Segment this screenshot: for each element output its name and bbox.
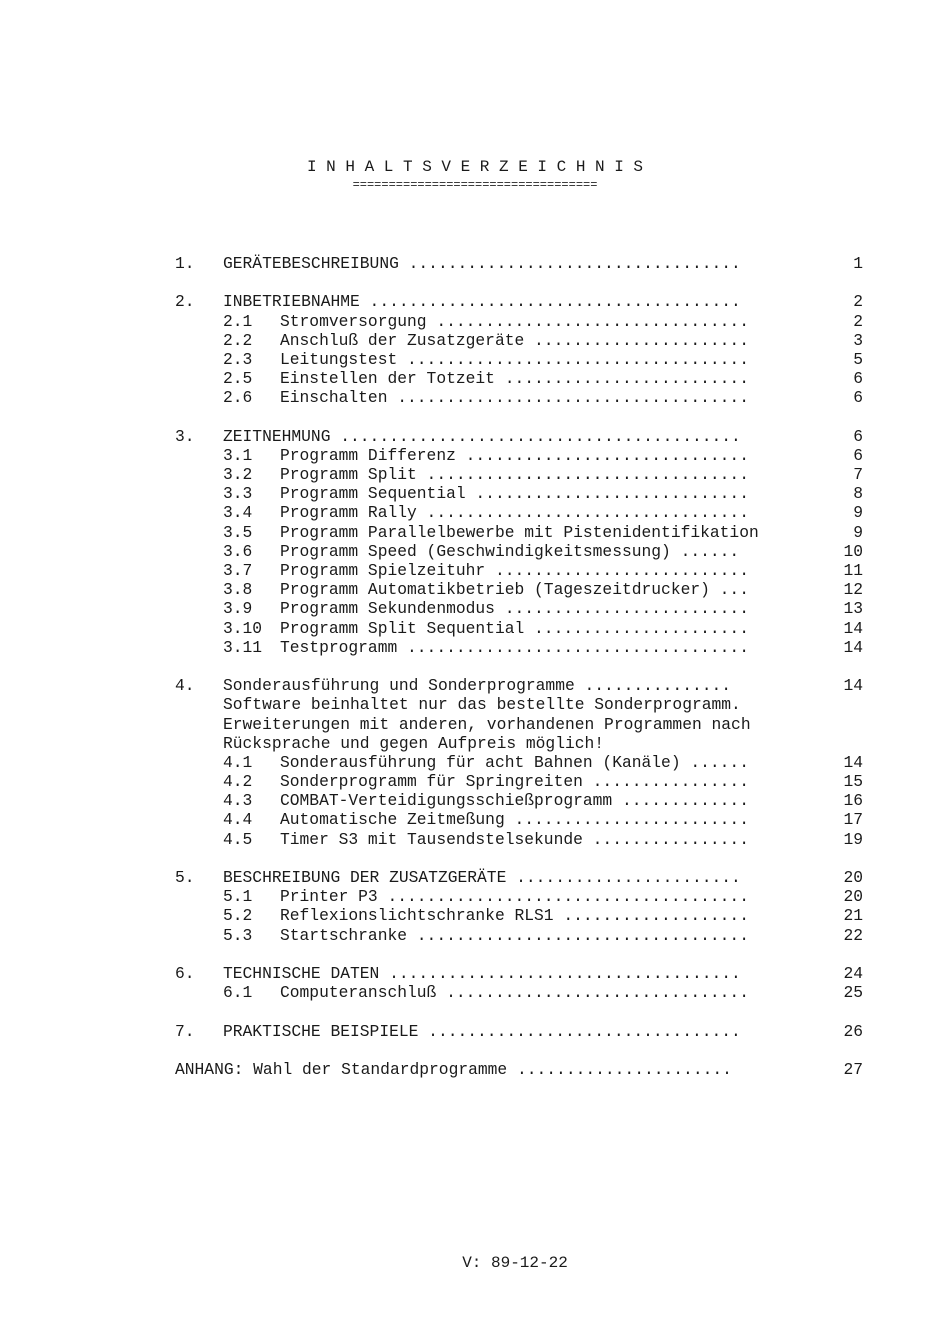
section-note — [175, 695, 875, 714]
section-spacer — [175, 273, 875, 292]
subsection-number: 3.10 — [223, 618, 263, 638]
section-title: Sonderausführung und Sonderprogramme ............... — [223, 676, 732, 696]
subsection-title: Programm Parallelbewerbe mit Pistenidentifikation — [280, 522, 759, 542]
toc-subsection — [175, 887, 875, 906]
subsection-title: Programm Spielzeituhr .......................... — [280, 561, 749, 580]
subsection-page: 22 — [843, 925, 863, 945]
heading-underline: ================================== — [352, 178, 598, 192]
toc-appendix — [175, 1060, 875, 1079]
toc-subsection — [175, 926, 875, 945]
subsection-title: Einschalten .................................... — [280, 388, 749, 408]
subsection-page: 7 — [853, 465, 863, 485]
subsection-number: 3.4 — [223, 503, 253, 523]
toc-section — [175, 1022, 875, 1041]
toc-subsection — [175, 599, 875, 618]
toc-subsection — [175, 580, 875, 599]
section-title: BESCHREIBUNG DER ZUSATZGERÄTE ....................... — [223, 868, 741, 887]
subsection-number: 3.1 — [223, 445, 253, 465]
toc-subsection — [175, 772, 875, 791]
subsection-number: 2.5 — [223, 369, 253, 389]
subsection-title: Leitungstest ................................... — [280, 349, 749, 369]
subsection-number: 3.5 — [223, 522, 253, 542]
subsection-number: 4.4 — [223, 810, 253, 830]
subsection-title: Printer P3 ..................................... — [280, 887, 749, 907]
section-spacer — [175, 408, 875, 427]
subsection-number: 3.7 — [223, 561, 253, 580]
subsection-page: 25 — [843, 983, 863, 1003]
section-spacer — [175, 1041, 875, 1060]
toc-subsection — [175, 312, 875, 331]
toc-section — [175, 676, 875, 695]
section-number: 2. — [175, 292, 195, 312]
subsection-page: 3 — [853, 330, 863, 350]
section-number: 1. — [175, 254, 195, 273]
subsection-number: 3.3 — [223, 484, 253, 504]
subsection-number: 2.1 — [223, 311, 253, 331]
subsection-number: 3.9 — [223, 599, 253, 619]
subsection-page: 21 — [843, 906, 863, 926]
toc-subsection — [175, 638, 875, 657]
section-note — [175, 715, 875, 734]
toc-subsection — [175, 369, 875, 388]
subsection-number: 4.5 — [223, 829, 253, 849]
section-page: 6 — [853, 426, 863, 446]
toc-heading: I N H A L T S V E R Z E I C H N I S — [306, 158, 644, 176]
section-number: 3. — [175, 426, 195, 446]
section-page: 26 — [843, 1021, 863, 1041]
toc-subsection — [175, 810, 875, 829]
subsection-title: COMBAT-Verteidigungsschießprogramm ............. — [280, 791, 749, 811]
toc-subsection — [175, 906, 875, 925]
section-title: PRAKTISCHE BEISPIELE ................................ — [223, 1021, 741, 1041]
toc-subsection — [175, 503, 875, 522]
toc-subsection — [175, 542, 875, 561]
section-page: 2 — [853, 292, 863, 312]
subsection-title: Sonderausführung für acht Bahnen (Kanäle) ...... — [280, 752, 749, 772]
section-note-text: Rücksprache und gegen Aufpreis möglich! — [223, 733, 605, 753]
toc-subsection — [175, 446, 875, 465]
subsection-page: 20 — [843, 887, 863, 907]
subsection-title: Programm Speed (Geschwindigkeitsmessung) ...... — [280, 541, 740, 561]
appendix-page: 27 — [843, 1059, 863, 1079]
toc-section — [175, 292, 875, 311]
appendix-title: ANHANG: Wahl der Standardprogramme ...................... — [175, 1059, 732, 1079]
subsection-number: 4.1 — [223, 752, 253, 772]
subsection-title: Testprogramm ................................... — [280, 637, 749, 657]
toc-subsection — [175, 484, 875, 503]
toc-section — [175, 868, 875, 887]
subsection-page: 14 — [843, 618, 863, 638]
section-page: 24 — [843, 963, 863, 983]
toc-subsection — [175, 388, 875, 407]
subsection-title: Automatische Zeitmeßung ........................ — [280, 810, 749, 830]
section-title: INBETRIEBNAHME ...................................... — [223, 292, 741, 312]
subsection-title: Stromversorgung ................................ — [280, 311, 749, 331]
subsection-number: 4.2 — [223, 772, 253, 792]
section-note — [175, 734, 875, 753]
section-spacer — [175, 657, 875, 676]
subsection-page: 19 — [843, 829, 863, 849]
subsection-title: Programm Sekundenmodus ......................... — [280, 599, 749, 619]
subsection-page: 11 — [843, 561, 863, 580]
subsection-title: Einstellen der Totzeit ......................... — [280, 369, 749, 389]
subsection-page: 17 — [843, 810, 863, 830]
toc-subsection — [175, 561, 875, 580]
section-number: 5. — [175, 868, 195, 887]
toc-subsection — [175, 983, 875, 1002]
section-number: 4. — [175, 676, 195, 696]
subsection-number: 5.2 — [223, 906, 253, 926]
toc-subsection — [175, 753, 875, 772]
subsection-title: Programm Differenz ............................. — [280, 445, 749, 465]
subsection-page: 6 — [853, 369, 863, 389]
subsection-page: 8 — [853, 484, 863, 504]
section-note-text: Erweiterungen mit anderen, vorhandenen Programmen nach — [223, 714, 751, 734]
subsection-number: 3.2 — [223, 465, 253, 485]
subsection-number: 2.6 — [223, 388, 253, 408]
subsection-number: 5.3 — [223, 925, 253, 945]
subsection-title: Programm Automatikbetrieb (Tageszeitdrucker) ... — [280, 580, 749, 600]
subsection-page: 2 — [853, 311, 863, 331]
subsection-title: Timer S3 mit Tausendstelsekunde ................ — [280, 829, 749, 849]
section-spacer — [175, 849, 875, 868]
section-page: 20 — [843, 868, 863, 887]
toc-subsection — [175, 331, 875, 350]
section-spacer — [175, 945, 875, 964]
toc-subsection — [175, 523, 875, 542]
subsection-title: Programm Rally ................................. — [280, 503, 749, 523]
section-page: 1 — [853, 254, 863, 273]
subsection-number: 6.1 — [223, 983, 253, 1003]
subsection-page: 10 — [843, 541, 863, 561]
section-title: ZEITNEHMUNG ......................................... — [223, 426, 741, 446]
section-note-text: Software beinhaltet nur das bestellte Sonderprogramm. — [223, 695, 741, 715]
section-number: 6. — [175, 963, 195, 983]
subsection-number: 3.8 — [223, 580, 253, 600]
subsection-page: 16 — [843, 791, 863, 811]
version-footer: V: 89-12-22 — [462, 1254, 568, 1272]
subsection-page: 6 — [853, 445, 863, 465]
subsection-title: Programm Sequential ............................ — [280, 484, 749, 504]
toc-subsection — [175, 830, 875, 849]
toc-section — [175, 964, 875, 983]
toc-section — [175, 254, 875, 273]
table-of-contents — [175, 254, 875, 1079]
subsection-page: 15 — [843, 772, 863, 792]
toc-subsection — [175, 619, 875, 638]
subsection-page: 12 — [843, 580, 863, 600]
subsection-title: Startschranke .................................. — [280, 925, 749, 945]
subsection-number: 5.1 — [223, 887, 253, 907]
toc-subsection — [175, 350, 875, 369]
toc-subsection — [175, 791, 875, 810]
subsection-page: 9 — [853, 522, 863, 542]
subsection-number: 3.6 — [223, 541, 253, 561]
subsection-title: Anschluß der Zusatzgeräte ...................... — [280, 330, 749, 350]
subsection-number: 3.11 — [223, 637, 263, 657]
subsection-title: Sonderprogramm für Springreiten ................ — [280, 772, 749, 792]
toc-section — [175, 427, 875, 446]
subsection-number: 2.2 — [223, 330, 253, 350]
subsection-title: Programm Split ................................. — [280, 465, 749, 485]
subsection-page: 14 — [843, 637, 863, 657]
subsection-number: 2.3 — [223, 349, 253, 369]
section-page: 14 — [843, 676, 863, 696]
section-spacer — [175, 1002, 875, 1021]
subsection-page: 6 — [853, 388, 863, 408]
subsection-page: 13 — [843, 599, 863, 619]
subsection-page: 5 — [853, 349, 863, 369]
section-title: GERÄTEBESCHREIBUNG .................................. — [223, 254, 741, 273]
subsection-page: 9 — [853, 503, 863, 523]
subsection-title: Computeranschluß ............................... — [280, 983, 749, 1003]
subsection-number: 4.3 — [223, 791, 253, 811]
section-title: TECHNISCHE DATEN .................................... — [223, 963, 741, 983]
section-number: 7. — [175, 1021, 195, 1041]
toc-subsection — [175, 465, 875, 484]
subsection-title: Reflexionslichtschranke RLS1 ................... — [280, 906, 749, 926]
subsection-page: 14 — [843, 752, 863, 772]
subsection-title: Programm Split Sequential ...................... — [280, 618, 749, 638]
